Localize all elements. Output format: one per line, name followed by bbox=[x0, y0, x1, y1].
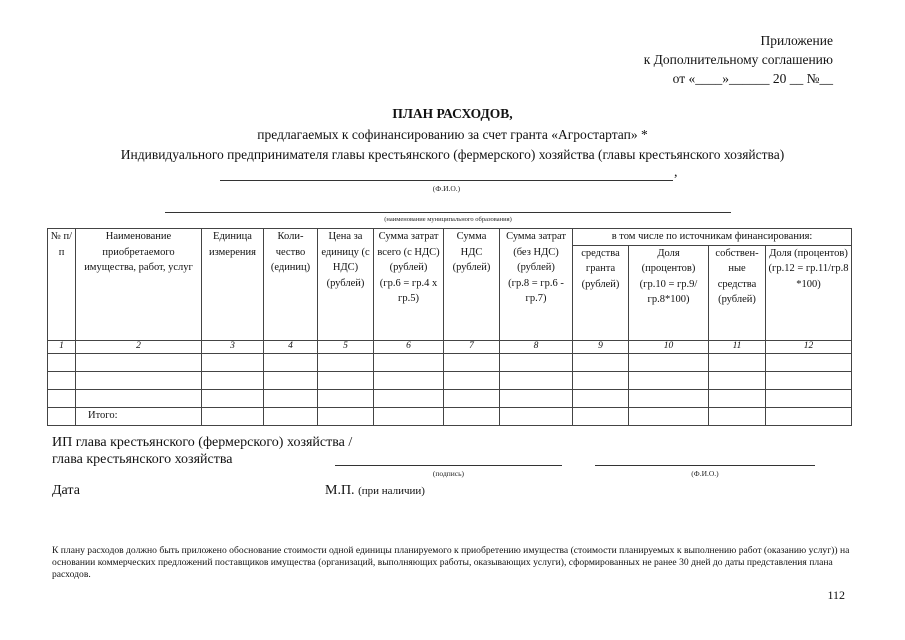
municipality-line bbox=[165, 212, 731, 213]
table-row bbox=[48, 353, 852, 371]
signatory-block bbox=[52, 434, 352, 468]
col-header-total-formula: (гр.6 = гр.4 х гр.5) bbox=[379, 277, 438, 304]
col-header-vat: Сумма НДС (рублей) bbox=[444, 229, 500, 341]
col-header-total bbox=[374, 229, 444, 341]
col-header-num: № п/п bbox=[48, 229, 76, 341]
column-number: 4 bbox=[264, 340, 318, 353]
stamp-note: (при наличии) bbox=[358, 485, 425, 497]
column-number: 6 bbox=[374, 340, 444, 353]
col-header-own-share-formula: (гр.12 = гр.11/гр.8 *100) bbox=[768, 263, 849, 290]
stamp-block bbox=[325, 482, 425, 500]
column-number: 1 bbox=[48, 340, 76, 353]
col-header-grant-share-formula: (гр.10 = гр.9/гр.8*100) bbox=[639, 278, 698, 305]
col-header-grant: средства гранта (рублей) bbox=[573, 245, 629, 340]
column-number: 10 bbox=[629, 340, 709, 353]
col-header-own: собствен-ные средства (рублей) bbox=[709, 245, 766, 340]
column-number: 3 bbox=[202, 340, 264, 353]
appendix-header bbox=[644, 31, 833, 88]
signer-fio-line bbox=[595, 465, 815, 466]
fio-line bbox=[220, 180, 673, 181]
col-header-no-vat-formula: (гр.8 = гр.6 - гр.7) bbox=[508, 277, 564, 304]
column-number: 7 bbox=[444, 340, 500, 353]
municipality-caption: (наименование муниципального образования) bbox=[384, 216, 512, 223]
signature-line bbox=[335, 465, 562, 466]
page-number: 112 bbox=[827, 588, 845, 602]
document-subtitle: предлагаемых к софинансированию за счет гранта «Агростартап» * bbox=[257, 127, 648, 142]
signatory-line-2: глава крестьянского хозяйства bbox=[52, 452, 233, 467]
col-header-own-share-label: Доля (процентов) bbox=[769, 247, 848, 259]
column-number: 8 bbox=[500, 340, 573, 353]
table-header-row bbox=[48, 229, 852, 246]
fio-comma: , bbox=[674, 165, 678, 180]
table-row bbox=[48, 371, 852, 389]
appendix-line-1: Приложение bbox=[760, 33, 833, 48]
column-number: 5 bbox=[318, 340, 374, 353]
appendix-line-2: к Дополнительному соглашению bbox=[643, 52, 833, 67]
col-header-grant-share-label: Доля (процентов) bbox=[641, 247, 696, 274]
document-title: ПЛАН РАСХОДОВ, bbox=[392, 106, 513, 121]
signature-caption: (подпись) bbox=[432, 469, 465, 478]
col-header-name: Наименование приобретаемого имущества, работ, услуг bbox=[76, 229, 202, 341]
total-label: Итого: bbox=[76, 407, 202, 425]
document-subtitle-2: Индивидуального предпринимателя главы крестьянского (фермерского) хозяйства (главы крестьянского хозяйства) bbox=[120, 147, 785, 162]
col-header-no-vat bbox=[500, 229, 573, 341]
col-header-sources: в том числе по источникам финансирования: bbox=[573, 229, 852, 246]
footnote: К плану расходов должно быть приложено обоснование стоимости одной единицы планируемого к приобретению имущества (стоимости планируемых к выполнению работ (оказанию услуг)) на основании коммерческих предложений поставщиков имущества (организаций, выполняющих работы, оказывающих услуги), сформированных не ранее 30 дней до даты представления плана расходов. bbox=[52, 545, 850, 580]
col-header-price: Цена за единицу (с НДС) (рублей) bbox=[318, 229, 374, 341]
col-header-grant-share bbox=[629, 245, 709, 340]
col-header-qty: Коли-чество (единиц) bbox=[264, 229, 318, 341]
stamp-label: М.П. bbox=[325, 483, 355, 498]
column-number: 9 bbox=[573, 340, 629, 353]
fio-caption: (Ф.И.О.) bbox=[432, 184, 461, 193]
column-number: 12 bbox=[766, 340, 852, 353]
column-number-row bbox=[48, 340, 852, 353]
signer-fio-caption: (Ф.И.О.) bbox=[691, 469, 719, 478]
expense-plan-table bbox=[47, 228, 852, 426]
col-header-own-share bbox=[766, 245, 852, 340]
col-header-total-label: Сумма затрат всего (с НДС) (рублей) bbox=[377, 231, 440, 273]
date-label: Дата bbox=[52, 483, 80, 498]
column-number: 2 bbox=[76, 340, 202, 353]
col-header-no-vat-label: Сумма затрат (без НДС) (рублей) bbox=[506, 231, 566, 273]
column-number: 11 bbox=[709, 340, 766, 353]
appendix-line-3: от «____»______ 20 __ №__ bbox=[672, 71, 833, 86]
table-row bbox=[48, 389, 852, 407]
total-row bbox=[48, 407, 852, 425]
col-header-unit: Единица измерения bbox=[202, 229, 264, 341]
signatory-line-1: ИП глава крестьянского (фермерского) хозяйства / bbox=[52, 435, 353, 450]
